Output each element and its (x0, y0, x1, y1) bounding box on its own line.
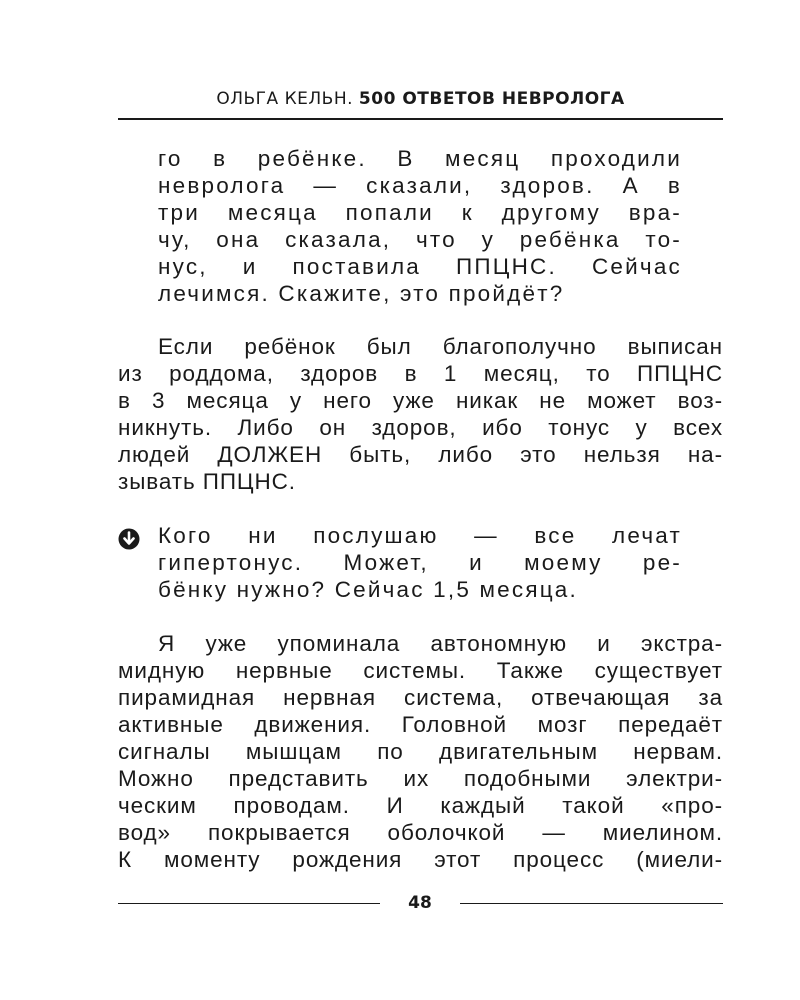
text-line: из роддома, здоров в 1 месяц, то ППЦНС (118, 361, 723, 386)
text-line: Кого ни послушаю — все лечат (158, 523, 682, 548)
running-header (118, 89, 723, 109)
header-book-title: 500 ОТВЕТОВ НЕВРОЛОГА (358, 89, 625, 109)
text-line: сигналы мышцам по двигательным нервам. (118, 739, 723, 764)
text-line: чу, она сказала, что у ребёнка то- (158, 227, 682, 252)
text-line: три месяца попали к другому вра- (158, 200, 682, 225)
text-line: вод» покрывается оболочкой — миелином. (118, 820, 723, 845)
text-line: активные движения. Головной мозг передаёт (118, 712, 723, 737)
text-line: К моменту рождения этот процесс (миели- (118, 847, 723, 872)
text-line: ческим проводам. И каждый такой «про- (118, 793, 723, 818)
header-divider (118, 118, 723, 120)
text-line: Я уже упоминала автономную и экстра- (158, 631, 723, 656)
text-line: нус, и поставила ППЦНС. Сейчас (158, 254, 682, 279)
footer-divider-right (460, 903, 723, 904)
arrow-down-circle-icon (118, 528, 140, 550)
text-line: невролога — сказали, здоров. А в (158, 173, 682, 198)
text-line: мидную нервные системы. Также существует (118, 658, 723, 683)
text-line: зывать ППЦНС. (118, 469, 296, 494)
text-line: бёнку нужно? Сейчас 1,5 месяца. (158, 577, 578, 602)
page-number: 48 (408, 893, 432, 913)
text-line: лечимся. Скажите, это пройдёт? (158, 281, 565, 306)
text-line: людей ДОЛЖЕН быть, либо это нельзя на- (118, 442, 723, 467)
footer-divider-left (118, 903, 380, 904)
text-line: пирамидная нервная система, отвечающая за (118, 685, 723, 710)
header-author: ОЛЬГА КЕЛЬН. (216, 89, 354, 109)
text-line: в 3 месяца у него уже никак не может воз- (118, 388, 723, 413)
text-line: го в ребёнке. В месяц проходили (158, 146, 682, 171)
text-line: никнуть. Либо он здоров, ибо тонус у всех (118, 415, 723, 440)
text-line: гипертонус. Может, и моему ре- (158, 550, 682, 575)
text-line: Можно представить их подобными электри- (118, 766, 723, 791)
text-line: Если ребёнок был благополучно выписан (158, 334, 723, 359)
